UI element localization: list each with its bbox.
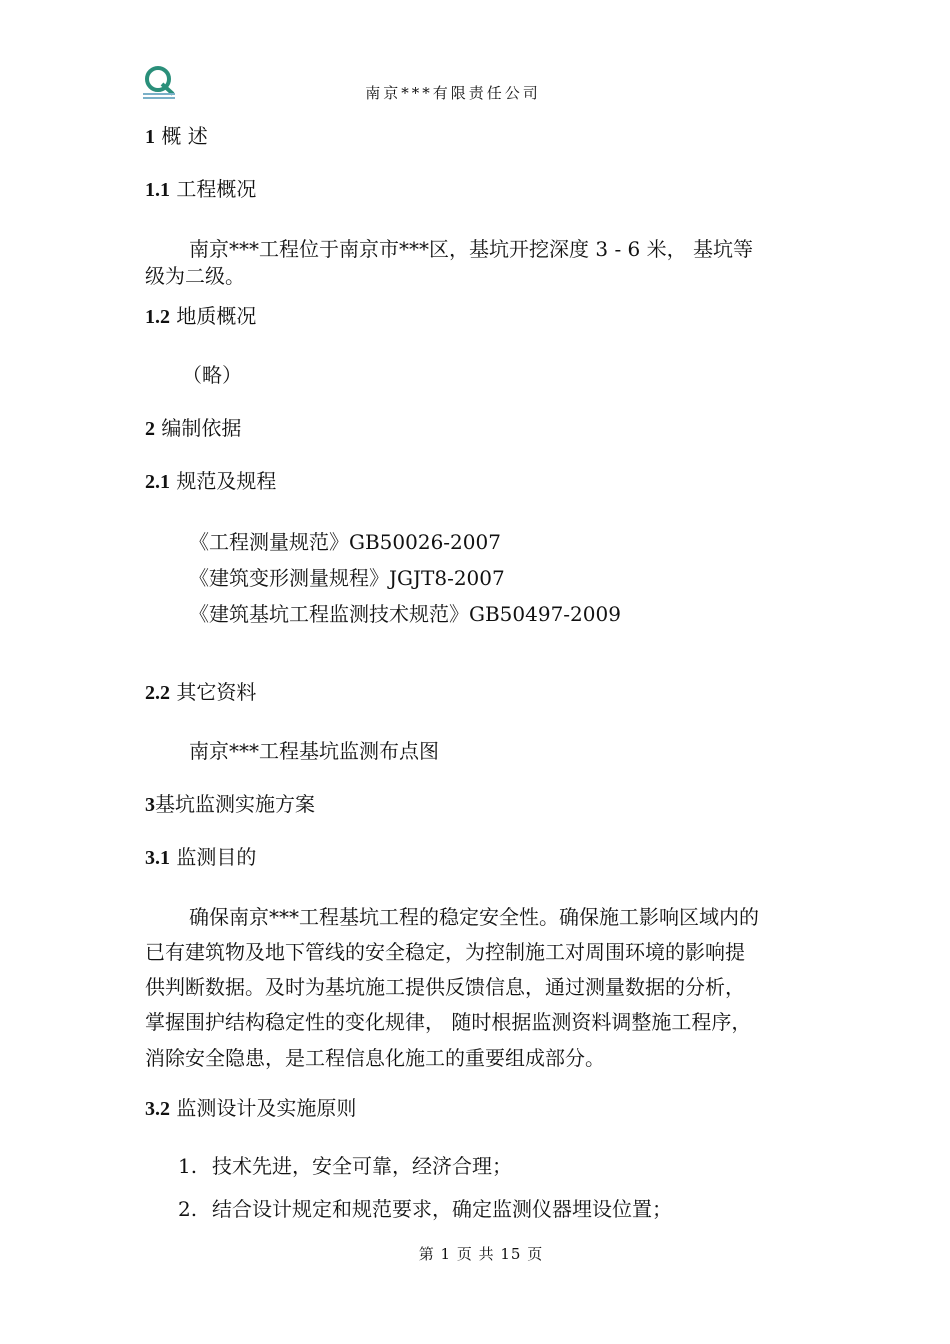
heading-1-2: 1.2 地质概况 xyxy=(145,304,257,328)
paragraph-overview-line2: 级为二级。 xyxy=(145,264,245,288)
reference-item: 《工程测量规范》GB50026-2007 xyxy=(189,530,501,554)
principle-list-item: 2. 结合设计规定和规范要求，确定监测仪器埋设位置； xyxy=(178,1197,672,1221)
paragraph-purpose-line: 确保南京***工程基坑工程的稳定安全性。确保施工影响区域内的 xyxy=(189,905,759,929)
page-number-footer: 第 1 页 共 15 页 xyxy=(418,1245,544,1263)
heading-3-2: 3.2 监测设计及实施原则 xyxy=(145,1096,357,1120)
header-company-name: 南京***有限责任公司 xyxy=(365,84,541,102)
paragraph-purpose-line: 消除安全隐患，是工程信息化施工的重要组成部分。 xyxy=(145,1046,605,1070)
paragraph-overview-line1: 南京***工程位于南京市***区，基坑开挖深度 3 - 6 米， 基坑等 xyxy=(189,237,753,261)
heading-1: 1 概 述 xyxy=(145,124,208,148)
paragraph-purpose-line: 掌握围护结构稳定性的变化规律， 随时根据监测资料调整施工程序， xyxy=(145,1010,752,1034)
paragraph-other-materials: 南京***工程基坑监测布点图 xyxy=(189,739,439,763)
paragraph-omitted: （略） xyxy=(182,363,242,387)
paragraph-purpose-line: 已有建筑物及地下管线的安全稳定，为控制施工对周围环境的影响提 xyxy=(145,940,745,964)
principle-list-item: 1. 技术先进，安全可靠，经济合理； xyxy=(178,1154,512,1178)
heading-1-1: 1.1 工程概况 xyxy=(145,177,257,201)
heading-3-1: 3.1 监测目的 xyxy=(145,845,257,869)
reference-item: 《建筑变形测量规程》JGJT8-2007 xyxy=(189,566,505,590)
heading-2-2: 2.2 其它资料 xyxy=(145,680,257,704)
paragraph-purpose-line: 供判断数据。及时为基坑施工提供反馈信息，通过测量数据的分析， xyxy=(145,975,745,999)
heading-2: 2 编制依据 xyxy=(145,416,242,440)
heading-2-1: 2.1 规范及规程 xyxy=(145,469,277,493)
reference-item: 《建筑基坑工程监测技术规范》GB50497-2009 xyxy=(189,602,621,626)
header-rule xyxy=(141,104,821,105)
heading-3: 3基坑监测实施方案 xyxy=(145,792,315,816)
